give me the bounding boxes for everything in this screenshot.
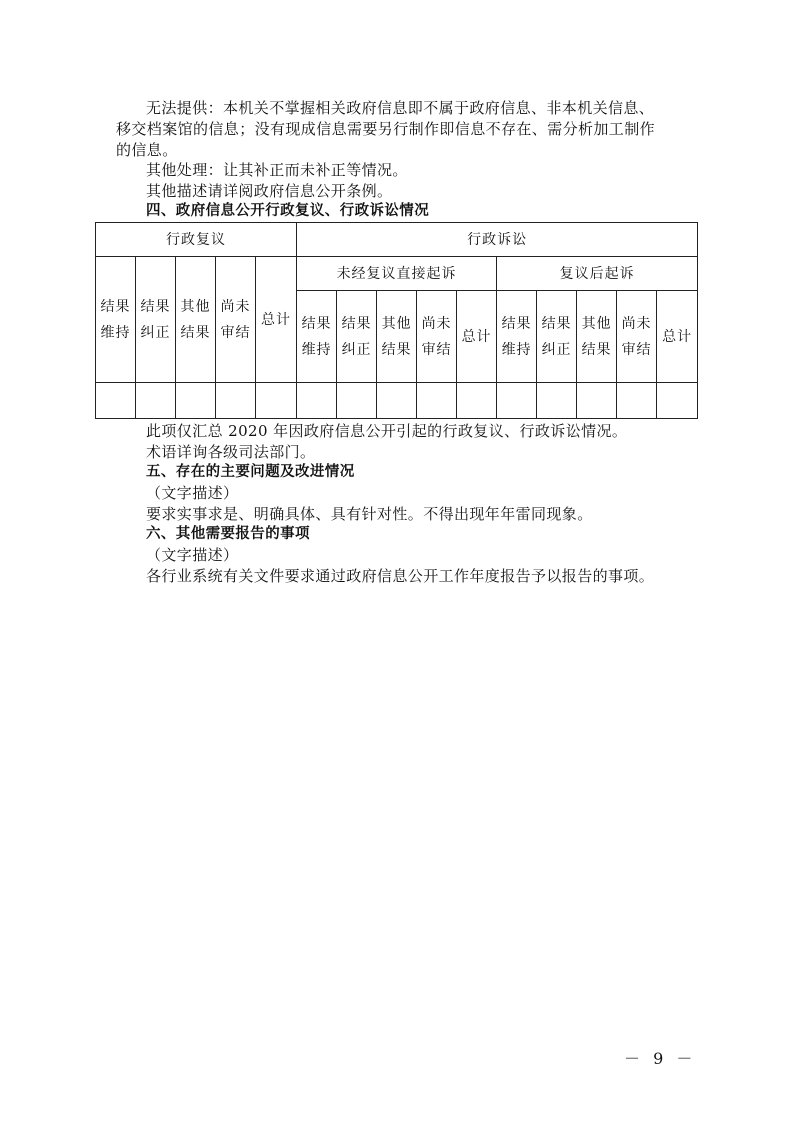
table-note-scope: 此项仅汇总 2020 年因政府信息公开引起的行政复议、行政诉讼情况。 [146,422,628,440]
header-administrative-review: 行政复议 [96,223,297,257]
direct-col-pending: 尚未 审结 [417,291,457,383]
direct-col-upheld: 结果 维持 [297,291,337,383]
section-5-text: 要求实事求是、明确具体、具有针对性。不得出现年年雷同现象。 [146,505,593,523]
section-6-heading: 六、其他需要报告的事项 [146,526,310,542]
header-litigation-after-review: 复议后起诉 [497,257,698,291]
after-review-col-corrected: 结果 纠正 [537,291,577,383]
table-cell [377,383,417,419]
table-cell [297,383,337,419]
review-col-total: 总计 [256,257,297,383]
after-review-col-upheld: 结果 维持 [497,291,537,383]
table-cell [417,383,457,419]
review-litigation-table [95,222,698,419]
paragraph-unavailable-line-1: 无法提供：本机关不掌握相关政府信息即不属于政府信息、非本机关信息、 [146,99,655,117]
paragraph-unavailable-line-3: 的信息。 [116,141,178,159]
header-direct-litigation: 未经复议直接起诉 [297,257,497,291]
table-cell [216,383,256,419]
direct-col-total: 总计 [457,291,497,383]
table-cell [136,383,176,419]
paragraph-other-description: 其他描述请详阅政府信息公开条例。 [146,182,393,200]
table-cell [577,383,617,419]
table-cell [176,383,216,419]
review-col-upheld: 结果 维持 [96,257,136,383]
table-note-terms: 术语详询各级司法部门。 [146,443,316,461]
section-6-text: 各行业系统有关文件要求通过政府信息公开工作年度报告予以报告的事项。 [146,567,655,585]
table-row [96,383,698,419]
paragraph-other-handling: 其他处理：让其补正而未补正等情况。 [146,161,408,179]
section-6-placeholder: （文字描述） [146,546,239,564]
table-cell [457,383,497,419]
header-administrative-litigation: 行政诉讼 [297,223,698,257]
table-cell [617,383,657,419]
table-cell [497,383,537,419]
table-cell [657,383,698,419]
direct-col-other: 其他 结果 [377,291,417,383]
page-number: － 9 － [624,1049,697,1068]
table-cell [96,383,136,419]
paragraph-unavailable-line-2: 移交档案馆的信息；没有现成信息需要另行制作即信息不存在、需分析加工制作 [116,120,656,138]
direct-col-corrected: 结果 纠正 [337,291,377,383]
review-col-corrected: 结果 纠正 [136,257,176,383]
table-cell [537,383,577,419]
review-col-other: 其他 结果 [176,257,216,383]
table-cell [337,383,377,419]
after-review-col-total: 总计 [657,291,698,383]
after-review-col-other: 其他 结果 [577,291,617,383]
section-5-heading: 五、存在的主要问题及改进情况 [146,464,355,480]
section-4-heading: 四、政府信息公开行政复议、行政诉讼情况 [146,203,430,219]
after-review-col-pending: 尚未 审结 [617,291,657,383]
section-5-placeholder: （文字描述） [146,484,239,502]
review-col-pending: 尚未 审结 [216,257,256,383]
table-cell [256,383,297,419]
